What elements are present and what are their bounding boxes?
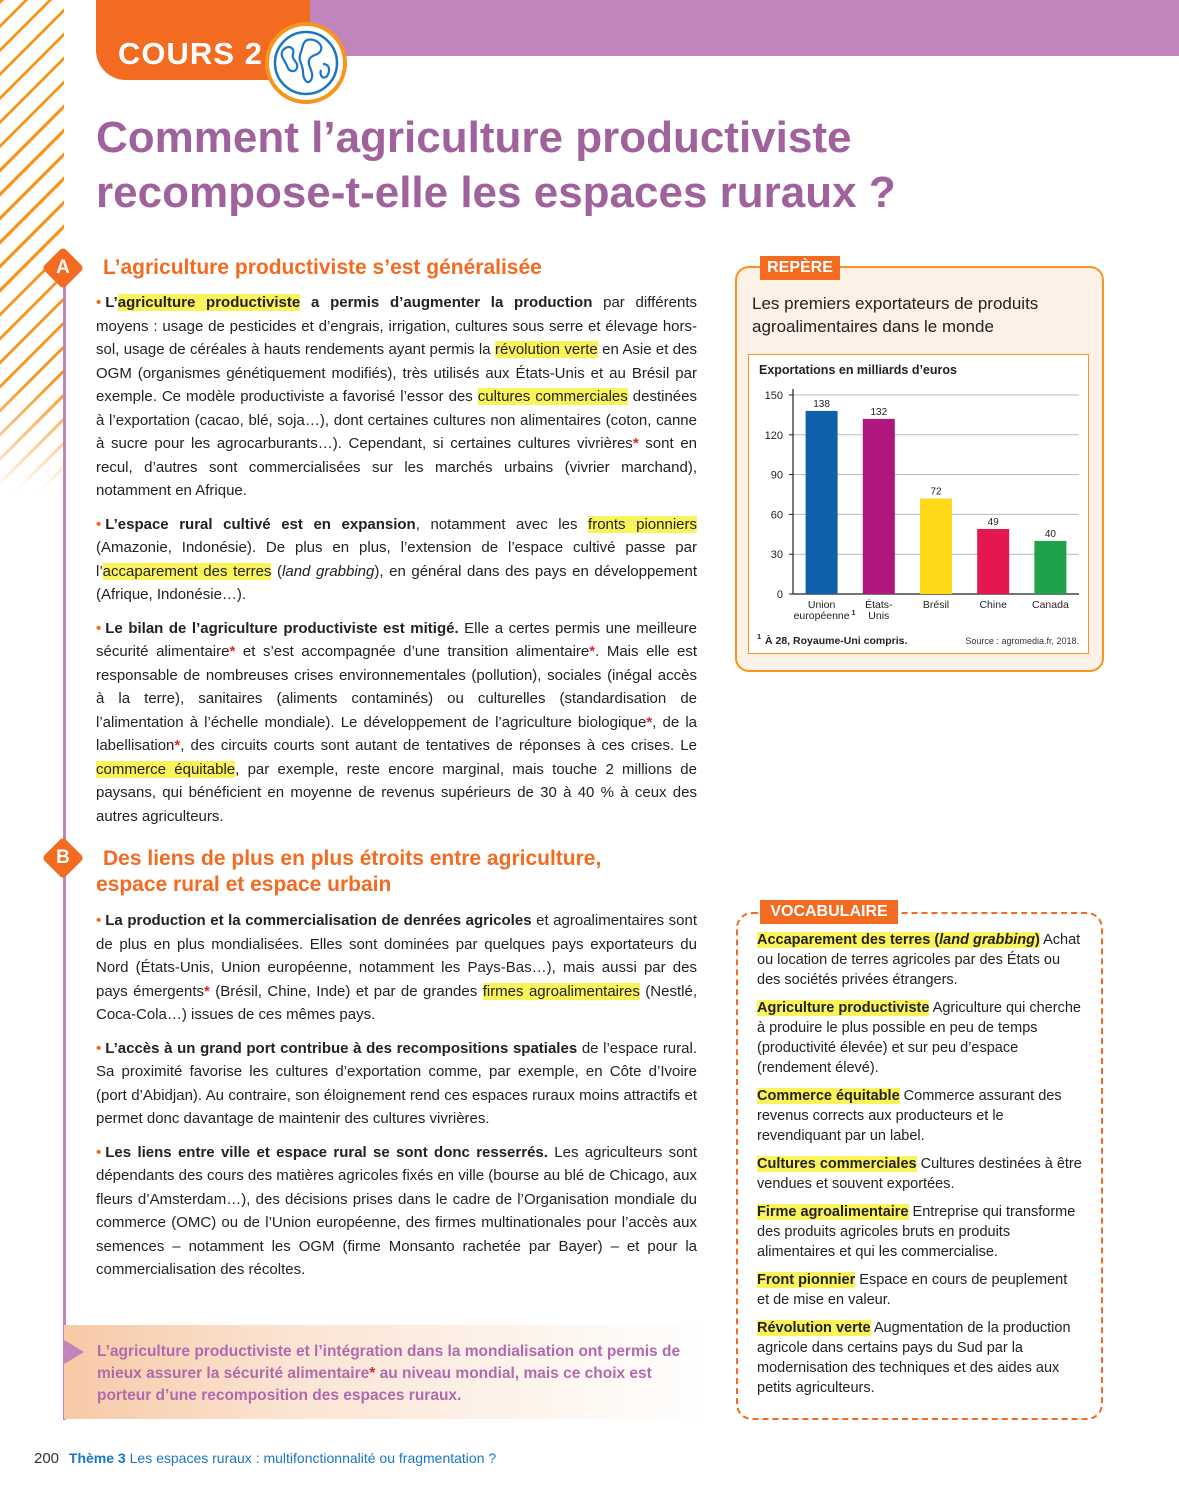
text-fragment: ), en général dans des pays en développement (Afrique, Indonésie…).: [96, 562, 697, 603]
vocab-term: [757, 932, 1040, 948]
chart-footnote: À 28, Royaume-Uni compris.: [765, 635, 908, 647]
chart-title: Exportations en milliards d’euros: [759, 363, 957, 377]
x-tick-label: États-: [865, 599, 893, 611]
y-tick-label: 90: [770, 469, 783, 482]
bar-value-label: 49: [987, 516, 999, 528]
section-b-paragraph-2: [96, 1037, 697, 1131]
bar: [920, 498, 952, 594]
section-b-title-line-2: espace rural et espace urbain: [96, 873, 392, 896]
bar-value-label: 132: [870, 406, 888, 418]
text-fragment: par différents moyens : usage de pesticides et d’engrais, irrigation, cultures sous serre et élevage hors-sol, usage de céréales à hauts rendements ayant permis la: [96, 294, 697, 358]
section-b-title: [96, 846, 696, 898]
bar-chart: [749, 355, 1087, 652]
bullet: •: [96, 619, 102, 637]
bullet: •: [96, 515, 102, 533]
vocab-term-italic: land grabbing: [939, 932, 1036, 948]
text-fragment: (Brésil, Chine, Inde) et par de grandes: [209, 982, 483, 1000]
text-fragment: Elle a certes permis une meilleure sécurité alimentaire: [96, 619, 697, 660]
y-tick-label: 60: [770, 509, 783, 522]
vocab-term: Agriculture productiviste: [757, 1000, 930, 1016]
repere-tag: REPÈRE: [760, 256, 840, 280]
vocab-definition: Cultures destinées à être vendues et souvent exportées.: [757, 1156, 1082, 1192]
bar-value-label: 72: [930, 486, 942, 498]
text-fragment: et s’est accompagnée d’une transition alimentaire: [235, 643, 590, 660]
vocab-term: Firme agroalimentaire: [757, 1204, 909, 1220]
text-fragment: de l’espace rural. Sa proximité favorise les cultures d’exportation comme, par exemple, en Côte d’Ivoire (port d’Abidjan). Au contraire, son éloignement rend ces espaces ruraux moins attractifs et permet donc davantage de maintenir des cultures vivrières.: [96, 1039, 697, 1127]
play-arrow-icon: [64, 1340, 84, 1364]
cours-label: COURS 2: [118, 36, 263, 71]
section-a-body: [96, 291, 697, 838]
glossary-star: *: [229, 643, 236, 660]
x-tick-label: Chine: [979, 599, 1007, 611]
glossary-star: *: [369, 1365, 376, 1382]
section-b-title-line-1: Des liens de plus en plus étroits entre agriculture,: [103, 847, 602, 870]
vocab-term-text: ): [1035, 932, 1040, 948]
highlight-term: fronts pionniers: [588, 515, 697, 533]
page-number: 200: [34, 1450, 60, 1467]
footnote-mark: 1: [757, 632, 762, 641]
vocabulaire-tag: VOCABULAIRE: [760, 900, 898, 924]
vocab-entry: [757, 1086, 1083, 1146]
text-fragment: (Amazonie, Indonésie). De plus en plus, l’extension de l’espace cultivé passe par l’: [96, 539, 697, 580]
page-title: Comment l’agriculture productiviste recompose-t-elle les espaces ruraux ?: [96, 113, 896, 217]
bar-value-label: 138: [813, 398, 830, 410]
text-fragment: destinées à l’exportation (cacao, blé, soja…), dont certaines cultures non alimentaires (coton, canne à sucre pour les agrocarburants…). Cependant, si certaines cultures vivrières: [96, 388, 697, 452]
y-tick-label: 120: [764, 429, 783, 442]
text-fragment: . Mais elle est responsable de nombreuses crises environnementales (pollution), sociales (inégal accès à la terre), sanitaires (aliments contaminés) ou culturelles (standardisation de l’alimentation à l’échelle mondiale). Le développement de l’agriculture biologique: [96, 643, 697, 731]
vocab-entry: [757, 1270, 1083, 1310]
glossary-star: *: [646, 713, 653, 731]
vocab-definition: Entreprise qui transforme des produits agricoles bruts en produits alimentaires et qui les commercialise.: [757, 1204, 1076, 1260]
vocab-definition: Agriculture qui cherche à produire le plus possible en peu de temps (productivité élevée) et sur peu d’espace (rendement élevé).: [757, 1000, 1081, 1076]
highlight-term: cultures commerciales: [477, 388, 628, 405]
text-fragment: L’: [105, 294, 118, 311]
bold-text: Les liens entre ville et espace rural se sont donc resserrés.: [105, 1143, 548, 1161]
text-fragment: sont en recul, d’autres sont commercialisées sur les marchés urbains (vivrier marchand), notamment en Afrique.: [96, 435, 698, 499]
highlight-term: commerce équitable: [96, 760, 236, 778]
globe-icon: [265, 22, 347, 104]
bold-text: L’espace rural cultivé est en expansion: [105, 515, 416, 533]
x-tick-label: Brésil: [922, 599, 950, 611]
bullet: •: [96, 294, 102, 311]
vocab-term-text: Accaparement des terres (: [757, 932, 940, 948]
section-a-paragraph-1: [96, 291, 697, 503]
y-tick-label: 30: [770, 549, 783, 562]
vocab-definition: Commerce assurant des revenus corrects aux producteurs et le revendiquant par un label.: [757, 1088, 1062, 1144]
glossary-star: *: [632, 435, 639, 452]
italic-text: land grabbing: [282, 562, 375, 580]
vocab-term: Commerce équitable: [757, 1088, 900, 1104]
glossary-star: *: [589, 643, 596, 660]
text-fragment: (Nestlé, Coca-Cola…) issues de ces mêmes pays.: [96, 982, 697, 1023]
vocab-entry: [757, 998, 1083, 1078]
section-b-letter: B: [56, 847, 70, 868]
bold-text: La production et la commercialisation de denrées agricoles: [105, 912, 532, 929]
vocab-definition: Espace en cours de peuplement et de mise en valeur.: [757, 1272, 1068, 1308]
x-tick-label: européenne: [793, 610, 850, 622]
text-fragment: , par exemple, reste encore marginal, mais touche 2 millions de paysans, qui bénéficient en moyenne de revenus supérieurs de 30 à 40 % à ceux des autres agriculteurs.: [96, 760, 697, 825]
x-tick-label: Unis: [868, 610, 890, 622]
text-fragment: au niveau mondial, mais ce choix est porteur d’une recomposition des espaces ruraux.: [97, 1365, 652, 1404]
vocab-entry: [757, 1154, 1083, 1194]
bar: [1034, 541, 1066, 594]
highlight-term: firmes agroalimentaires: [482, 982, 640, 1000]
chart-source: Source : agromedia.fr, 2018.: [965, 636, 1079, 646]
text-fragment: (: [271, 562, 283, 580]
text-fragment: , notamment avec les: [415, 515, 589, 533]
bullet: •: [96, 1143, 102, 1161]
vocabulaire-list: [757, 930, 1083, 1406]
stripes-fade: [0, 380, 64, 492]
vocab-definition: Augmentation de la production agricole dans certains pays du Sud par la modernisation des techniques et des aides aux petits agriculteurs.: [757, 1320, 1071, 1396]
x-tick-label: Union: [807, 599, 836, 611]
section-a-paragraph-2: [96, 513, 697, 607]
section-a-letter: A: [56, 257, 70, 278]
highlight-term: accaparement des terres: [102, 562, 272, 580]
highlight-term: révolution verte: [494, 341, 598, 358]
section-a-title: L’agriculture productiviste s’est généralisée: [103, 256, 542, 279]
text-fragment: , de la labellisation: [96, 713, 697, 754]
bullet: •: [96, 912, 102, 929]
section-b-paragraph-3: [96, 1141, 697, 1282]
top-color-band: [300, 0, 1179, 56]
text-fragment: Les agriculteurs sont dépendants des cours des matières agricoles fixés en ville (bourse au blé de Chicago, aux fleurs d’Amsterdam…), des décisions prises dans le cadre de l’Organisation mondiale du commerce (OMC) ou de l’Union européenne, des firmes multinationales pour l’accès aux semences – notamment les OGM (firme Monsanto rachetée par Bayer) – et pour la commercialisation des récoltes.: [96, 1143, 697, 1278]
vocab-definition: Achat ou location de terres agricoles par des États ou des sociétés privées étrangers.: [757, 932, 1081, 988]
theme-label: Thème 3: [68, 1450, 126, 1466]
y-tick-label: 0: [776, 589, 783, 601]
bar: [863, 419, 895, 594]
chart-container: [748, 354, 1089, 654]
section-a-paragraph-3: [96, 617, 697, 829]
vocab-term: Cultures commerciales: [757, 1156, 917, 1172]
glossary-star: *: [174, 737, 181, 754]
bar: [977, 529, 1009, 594]
vocab-term: Révolution verte: [757, 1320, 871, 1336]
vocab-entry: [757, 1202, 1083, 1262]
theme-title: Les espaces ruraux : multifonctionnalité ou fragmentation ?: [129, 1450, 497, 1466]
conclusion-text: [97, 1341, 702, 1407]
bar: [806, 411, 838, 594]
x-tick-label: Canada: [1032, 599, 1069, 611]
section-b-body: [96, 909, 697, 1292]
page-footer: [34, 1450, 496, 1467]
highlight-term: agriculture productiviste: [117, 294, 301, 311]
section-b-paragraph-1: [96, 909, 697, 1027]
vocab-entry: [757, 930, 1083, 990]
bold-text: L’accès à un grand port contribue à des recompositions spatiales: [105, 1039, 578, 1057]
vocab-entry: [757, 1318, 1083, 1398]
bullet: •: [96, 1039, 102, 1057]
text-fragment: en Asie et des OGM (organismes génétiquement modifiés), très utilisés aux États-Unis et au Brésil par exemple. Ce modèle productiviste a favorisé l’essor des: [96, 341, 697, 405]
repere-caption: Les premiers exportateurs de produits agroalimentaires dans le monde: [752, 294, 1039, 336]
vocab-term: Front pionnier: [757, 1272, 856, 1288]
bold-text: Le bilan de l’agriculture productiviste est mitigé.: [105, 619, 459, 637]
footnote-mark: 1: [851, 610, 856, 617]
text-fragment: , des circuits courts sont autant de tentatives de réponses à ces crises. Le: [180, 737, 697, 754]
bar-value-label: 40: [1044, 528, 1056, 540]
bold-text: a permis d’augmenter la production: [300, 294, 593, 311]
text-fragment: L’agriculture productiviste et l’intégration dans la mondialisation ont permis de mieux assurer la sécurité alimentaire: [97, 1343, 681, 1382]
y-tick-label: 150: [764, 390, 783, 402]
text-fragment: et agroalimentaires sont de plus en plus mondialisées. Elles sont dominées par quelques pays exportateurs du Nord (États-Unis, Union européenne, notamment les Pays-Bas…), mais aussi par des pays émergents: [96, 912, 697, 1000]
glossary-star: *: [204, 982, 210, 1000]
